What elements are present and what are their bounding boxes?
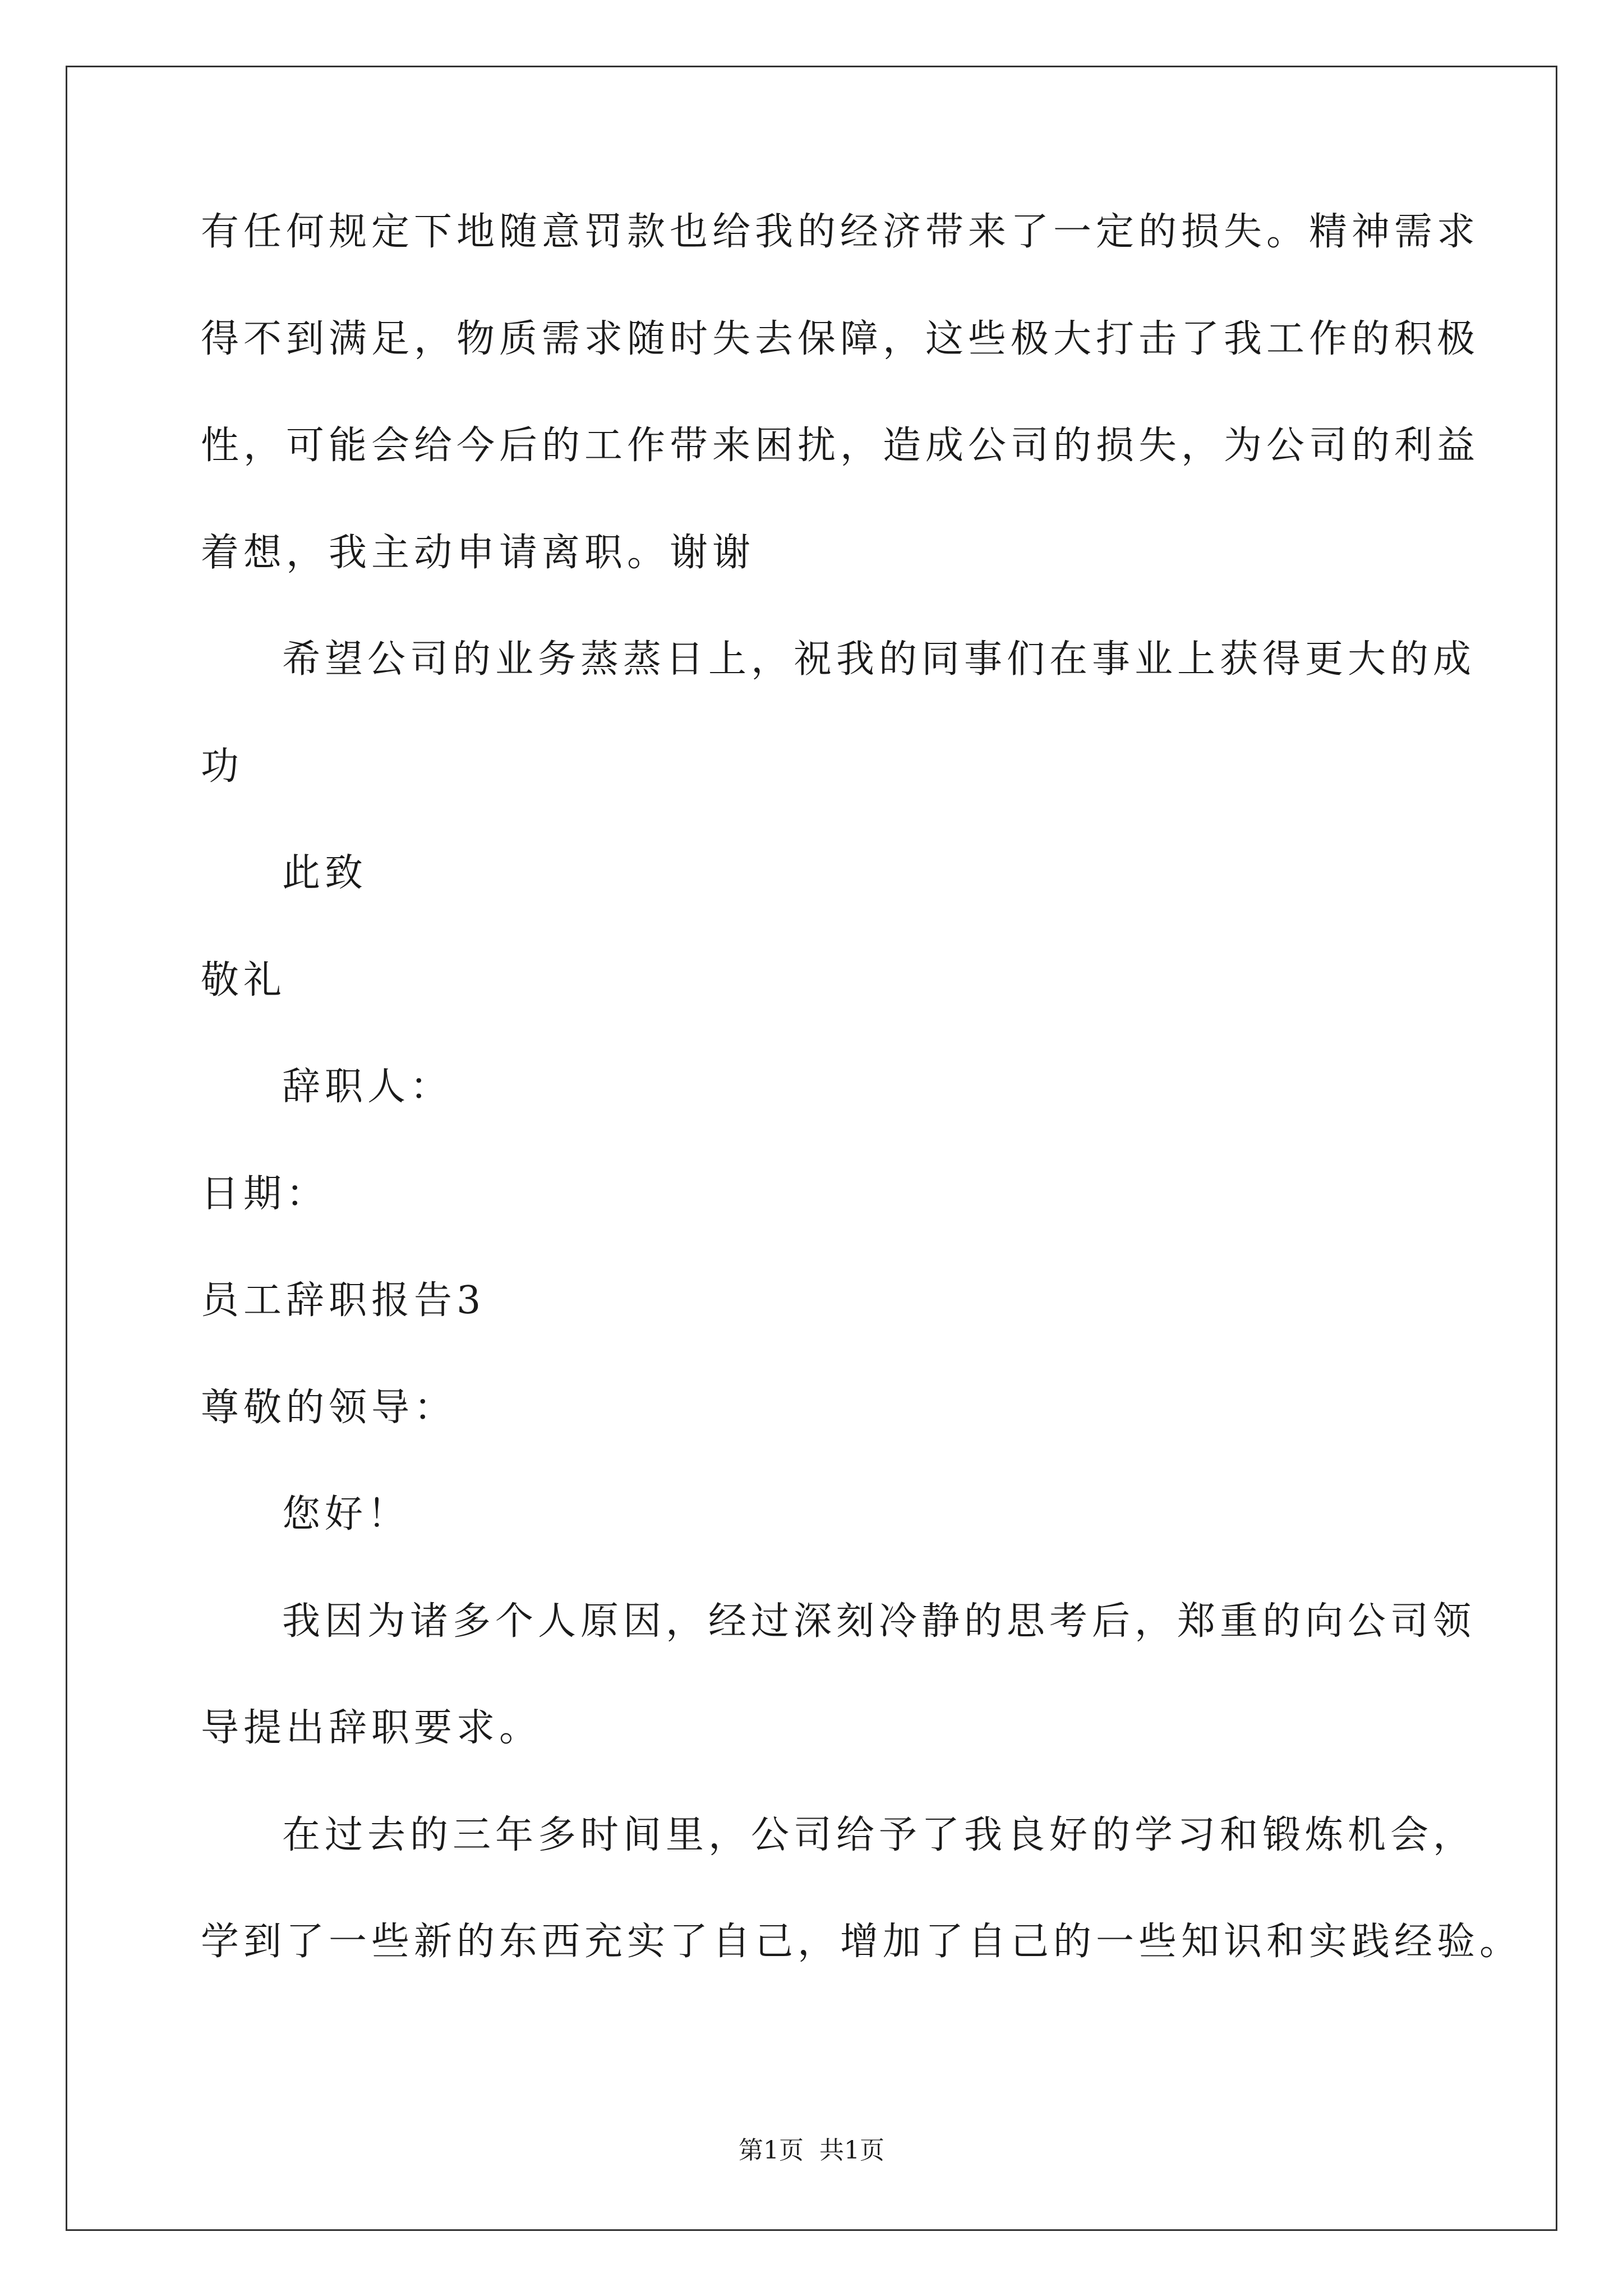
paragraph-line: 性，可能会给今后的工作带来困扰，造成公司的损失，为公司的利益 [201,424,1480,468]
paragraph-line-indented: 您好！ [282,1492,411,1536]
paragraph-line: 有任何规定下地随意罚款也给我的经济带来了一定的损失。精神需求 [201,210,1480,254]
page-border [66,66,1557,2231]
paragraph-line-indented: 希望公司的业务蒸蒸日上，祝我的同事们在事业上获得更大的成 [282,637,1476,682]
paragraph-line-indented: 我因为诸多个人原因，经过深刻冷静的思考后，郑重的向公司领 [282,1599,1476,1644]
paragraph-line: 学到了一些新的东西充实了自己，增加了自己的一些知识和实践经验。 [201,1920,1523,1964]
page-total: 共1页 [819,2136,884,2165]
paragraph-line: 着想，我主动申请离职。谢谢 [201,531,755,575]
paragraph-line: 日期： [201,1172,329,1216]
paragraph-line: 功 [201,744,244,789]
paragraph-line: 得不到满足，物质需求随时失去保障，这些极大打击了我工作的积极 [201,317,1480,361]
paragraph-line: 员工辞职报告3 [201,1278,486,1323]
paragraph-line: 导提出辞职要求。 [201,1706,542,1750]
paragraph-line: 敬礼 [201,958,287,1002]
page-number: 第1页 [739,2136,804,2165]
paragraph-line: 尊敬的领导： [201,1386,457,1430]
page-footer [0,2138,1623,2163]
paragraph-line-indented: 在过去的三年多时间里，公司给予了我良好的学习和锻炼机会， [282,1813,1476,1857]
paragraph-line-indented: 此致 [282,851,368,895]
paragraph-line-indented: 辞职人： [282,1065,453,1109]
